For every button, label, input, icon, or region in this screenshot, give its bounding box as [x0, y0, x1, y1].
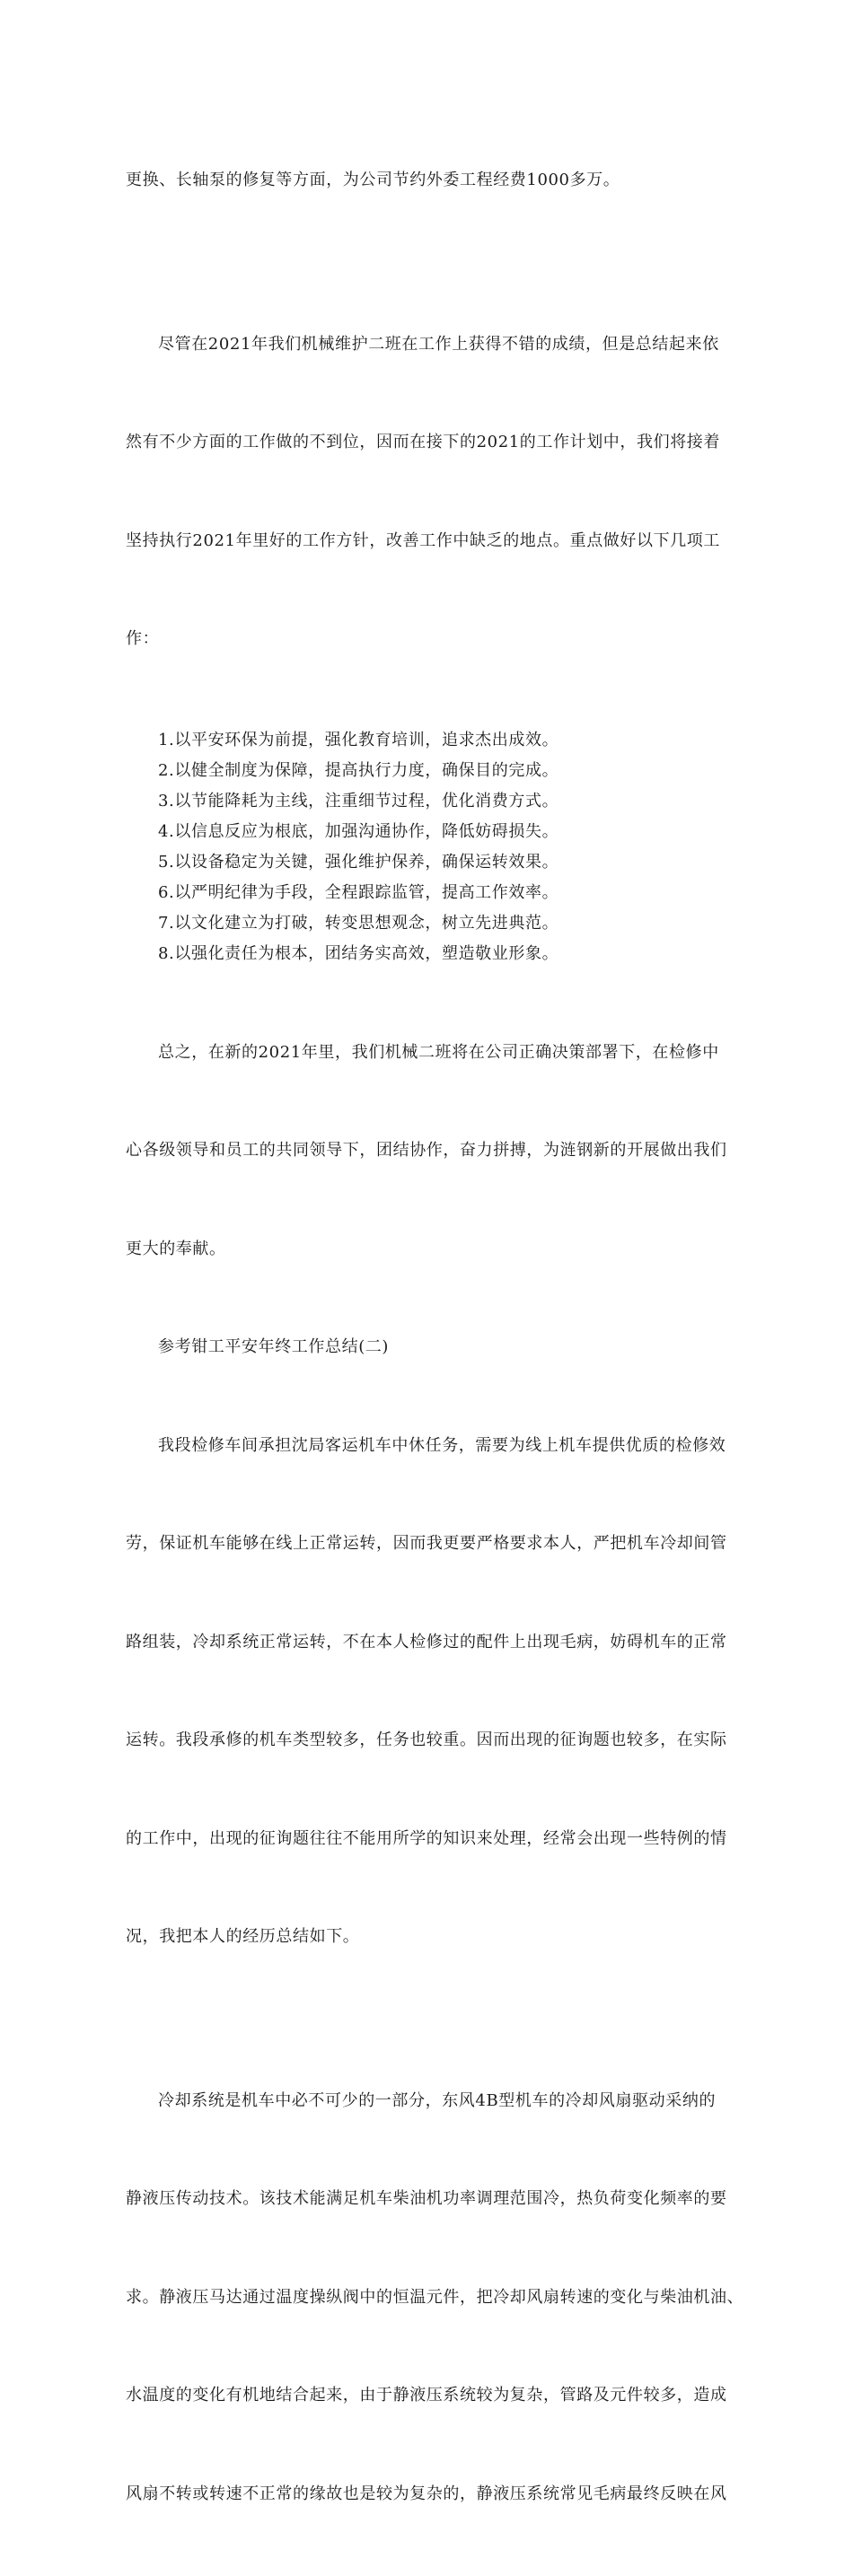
text-line: 静液压传动技术。该技术能满足机车柴油机功率调理范围冷，热负荷变化频率的要: [126, 2183, 736, 2216]
text-line: 我段检修车间承担沈局客运机车中休任务，需要为线上机车提供优质的检修效: [126, 1430, 736, 1463]
paragraph-work-plan-intro: [126, 263, 736, 722]
list-item: 1.以平安环保为前提，强化教育培训，追求杰出成效。: [126, 725, 736, 756]
text-line: 尽管在2021年我们机械维护二班在工作上获得不错的成绩，但是总结起来依: [126, 329, 736, 362]
text-line: 风扇不转或转速不正常的缘故也是较为复杂的，静液压系统常见毛病最终反映在风: [126, 2478, 736, 2511]
text-line: 路组装，冷却系统正常运转，不在本人检修过的配件上出现毛病，妨碍机车的正常: [126, 1626, 736, 1660]
list-item: 2.以健全制度为保障，提高执行力度，确保目的完成。: [126, 756, 736, 786]
text-line: 冷却系统是机车中必不可少的一部分，东风4B型机车的冷却风扇驱动采纳的: [126, 2085, 736, 2118]
text-line: 心各级领导和员工的共同领导下，团结协作，奋力拼搏，为涟钢新的开展做出我们: [126, 1135, 736, 1168]
list-item: 4.以信息反应为根底，加强沟通协作，降低妨碍损失。: [126, 817, 736, 847]
paragraph-cooling-system: [126, 2020, 736, 2576]
text-line: 坚持执行2021年里好的工作方针，改善工作中缺乏的地点。重点做好以下几项工: [126, 525, 736, 558]
document-body: [126, 99, 736, 2576]
section-heading: 参考钳工平安年终工作总结(二): [126, 1331, 736, 1364]
list-item: 5.以设备稳定为关键，强化维护保养，确保运转效果。: [126, 847, 736, 878]
text-line: 求。静液压马达通过温度操纵阀中的恒温元件，把冷却风扇转速的变化与柴油机油、: [126, 2282, 736, 2315]
paragraph-workshop-duties: [126, 1364, 736, 2020]
list-item: 8.以强化责任为根本，团结务实高效，塑造敬业形象。: [126, 939, 736, 969]
text-line: 作：: [126, 623, 736, 656]
text-line: 运转。我段承修的机车类型较多，任务也较重。因而出现的征询题也较多，在实际: [126, 1724, 736, 1757]
text-line: 况，我把本人的经历总结如下。: [126, 1921, 736, 1954]
text-line: 更大的奉献。: [126, 1233, 736, 1266]
text-line: 更换、长轴泵的修复等方面，为公司节约外委工程经费1000多万。: [126, 164, 736, 197]
document-page: [0, 0, 853, 1104]
list-item: 7.以文化建立为打破，转变思想观念，树立先进典范。: [126, 908, 736, 939]
list-item: 6.以严明纪律为手段，全程跟踪监管，提高工作效率。: [126, 878, 736, 908]
list-item: 3.以节能降耗为主线，注重细节过程，优化消费方式。: [126, 786, 736, 817]
text-line: 总之，在新的2021年里，我们机械二班将在公司正确决策部署下，在检修中: [126, 1037, 736, 1070]
text-line: 然有不少方面的工作做的不到位，因而在接下的2021的工作计划中，我们将接着: [126, 426, 736, 460]
text-line: 的工作中，出现的征询题往往不能用所学的知识来处理，经常会出现一些特例的情: [126, 1823, 736, 1856]
text-line: 劳，保证机车能够在线上正常运转，因而我更要严格要求本人，严把机车冷却间管: [126, 1528, 736, 1561]
work-plan-list: [126, 725, 736, 969]
text-line: 水温度的变化有机地结合起来，由于静液压系统较为复杂，管路及元件较多，造成: [126, 2379, 736, 2413]
paragraph-savings: [126, 99, 736, 263]
paragraph-conclusion: [126, 971, 736, 1332]
